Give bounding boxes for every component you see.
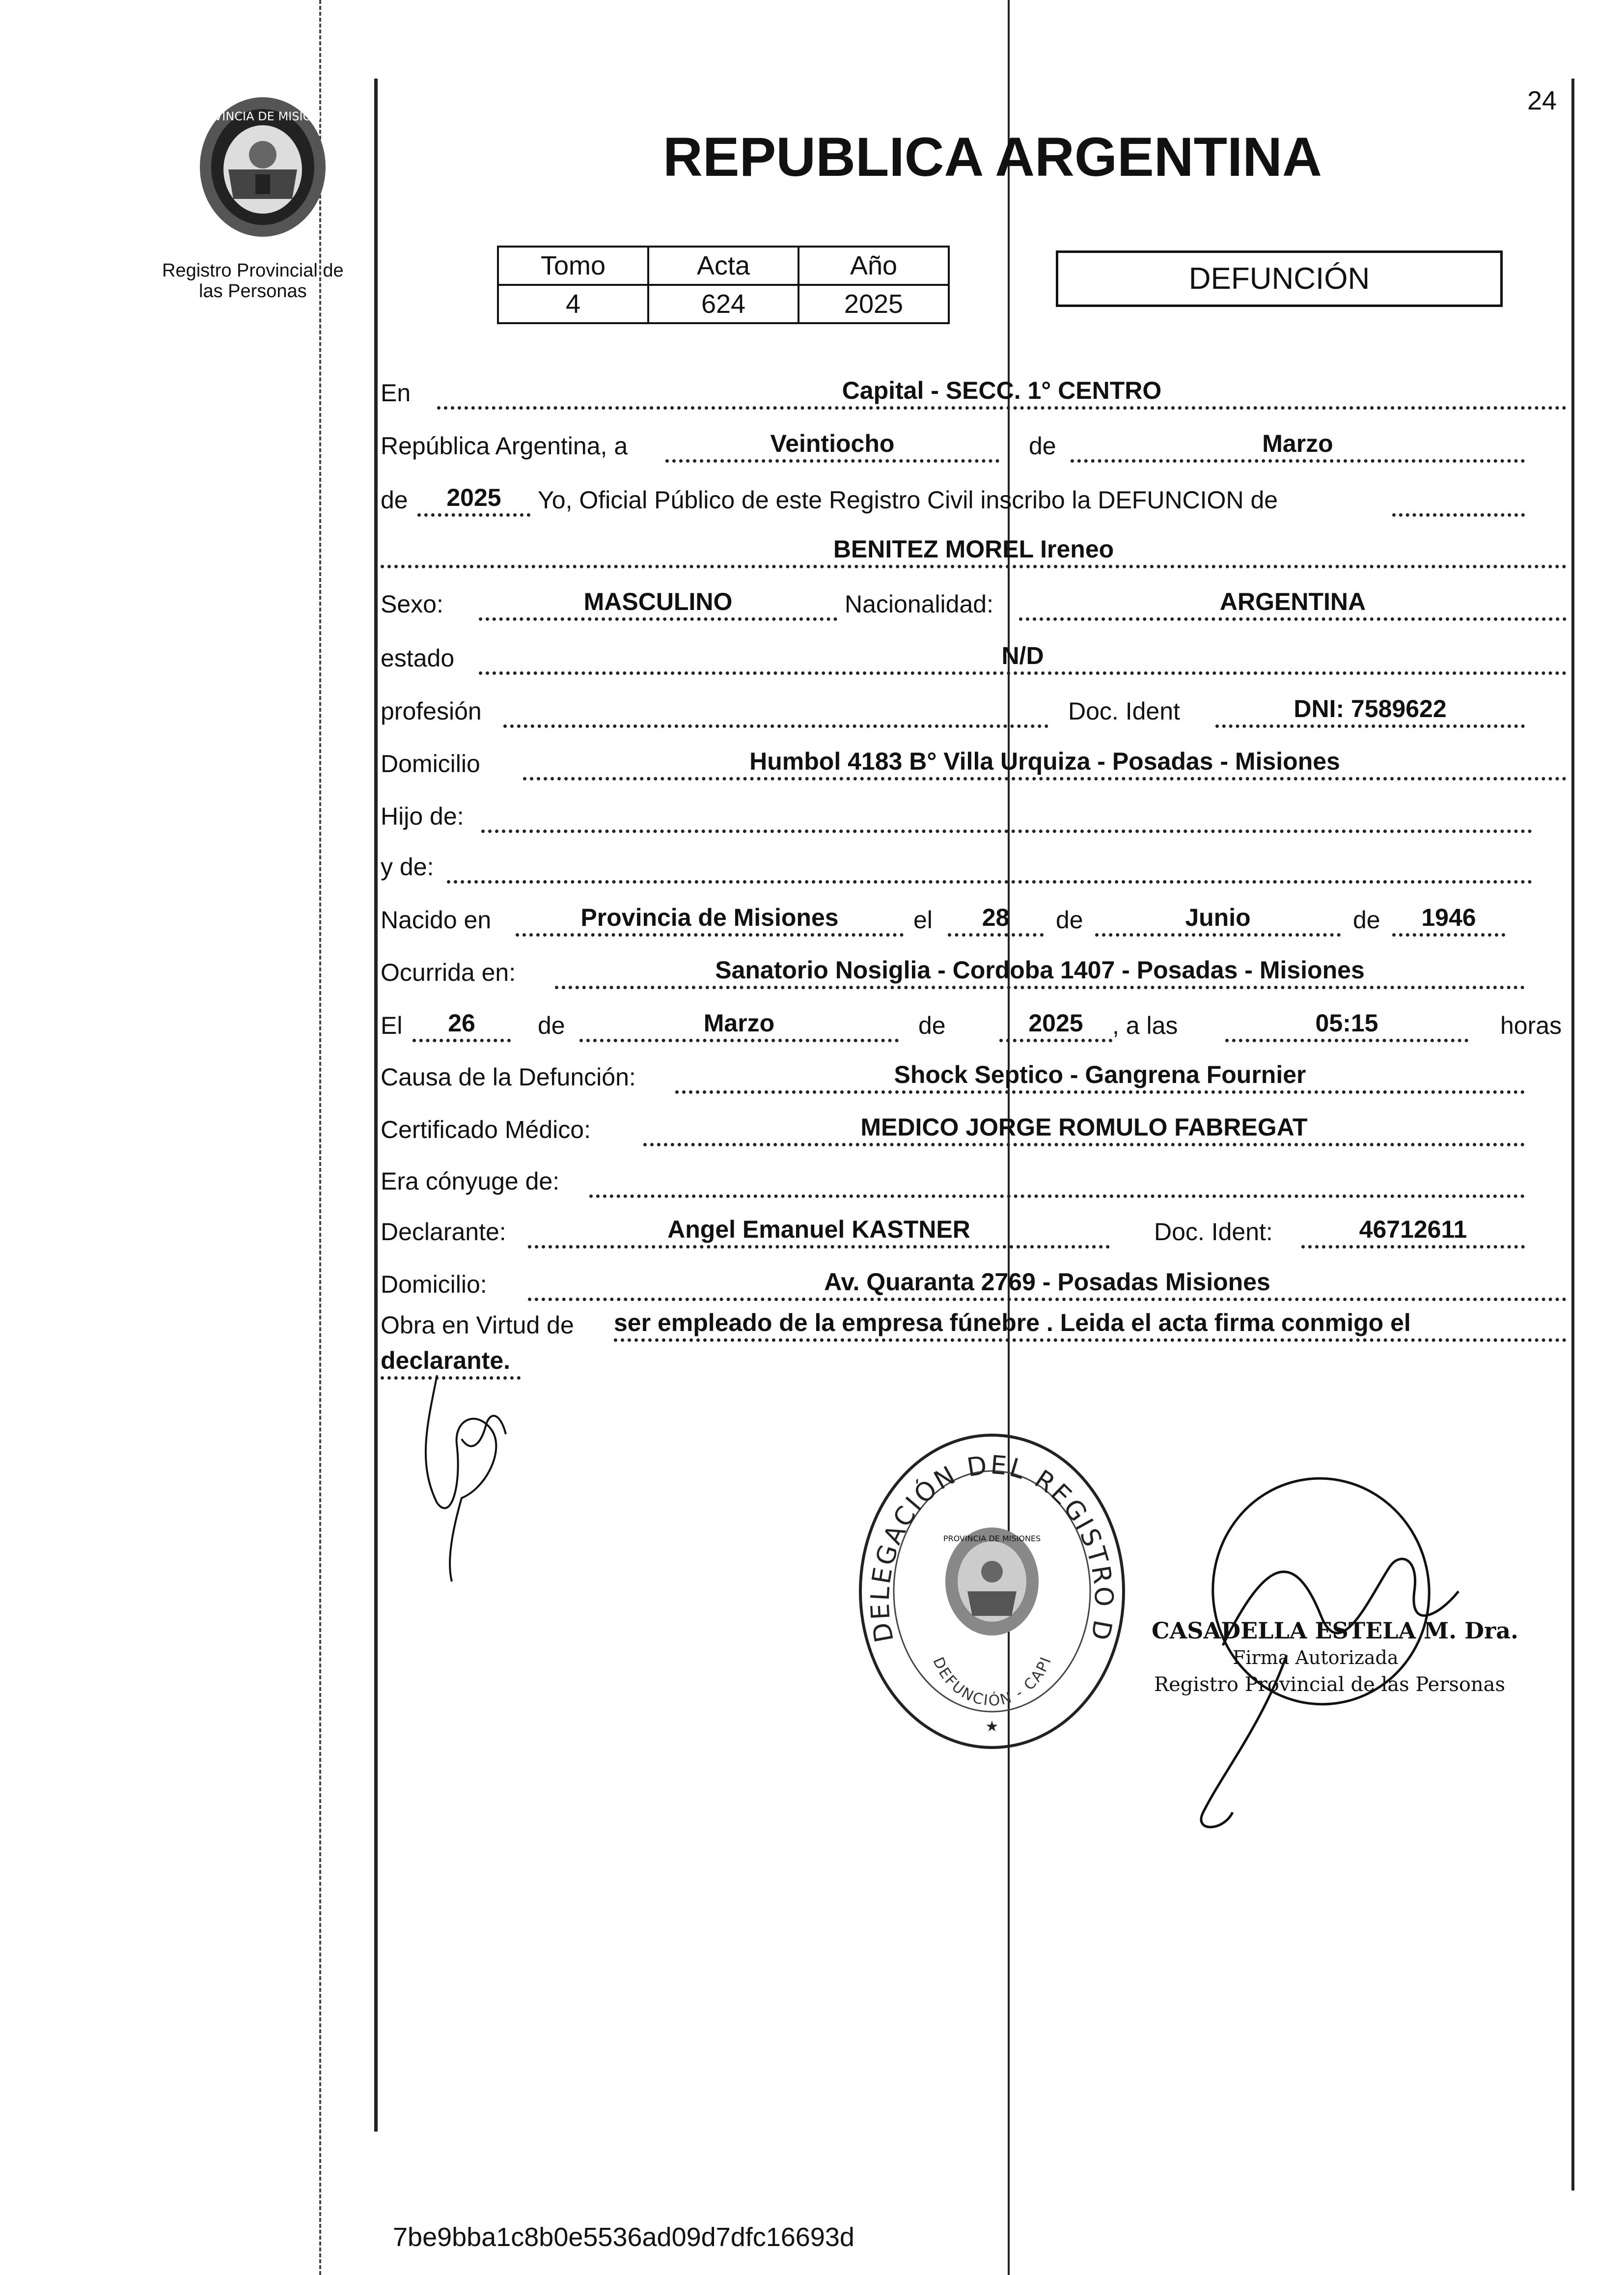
ocurrida-value: Sanatorio Nosiglia - Cordoba 1407 - Posadas - Misiones [555,955,1525,989]
certificado-label: Certificado Médico: [381,1116,591,1143]
oficial-text: Yo, Oficial Público de este Registro Civil inscribo la DEFUNCION de [538,486,1278,514]
logo-caption-1: Registro Provincial de [162,260,344,281]
death-time: 05:15 [1225,1008,1468,1042]
obra-label: Obra en Virtud de [381,1311,574,1339]
nacido-label: Nacido en [381,906,492,934]
en-value: Capital - SECC. 1° CENTRO [437,376,1567,410]
profesion-label: profesión [381,697,482,725]
reference-table [497,246,950,324]
doc-ident2-label: Doc. Ident: [1154,1218,1273,1246]
death-year: 2025 [999,1008,1112,1042]
declarante-label: Declarante: [381,1218,506,1246]
ref-value-tomo: 4 [498,285,648,323]
estado-value: N/D [479,641,1567,675]
nacido-value: Provincia de Misiones [516,903,904,937]
birth-year: 1946 [1392,903,1505,937]
registry-seal [854,1429,1129,1753]
death-el-label: El [381,1012,403,1039]
profesion-value [503,694,1048,728]
horas-label: horas [1500,1012,1562,1039]
left-margin-line [374,79,378,2132]
de2-label: de [381,486,408,514]
reference-header-row [498,247,949,285]
left-dash-line [319,0,321,2275]
sexo-label: Sexo: [381,590,443,618]
birth-el-label: el [913,906,933,934]
year-value: 2025 [417,483,530,517]
logo-caption-2: las Personas [199,281,307,302]
ref-header-tomo: Tomo [498,247,648,285]
stamp-office: Registro Provincial de las Personas [1154,1673,1506,1696]
logo-text: PROVINCIA DE MISIONES [194,110,331,123]
conyuge-label: Era cónyuge de: [381,1167,560,1195]
ref-header-anio: Año [798,247,949,285]
doc-ident-value: DNI: 7589622 [1215,694,1525,728]
province-logo [194,91,331,243]
domicilio2-value: Av. Quaranta 2769 - Posadas Misiones [528,1267,1567,1301]
death-day: 26 [413,1008,511,1042]
obra-value-1: ser empleado de la empresa fúnebre . Leida el acta firma conmigo el [614,1308,1567,1342]
svg-text:★: ★ [985,1719,999,1735]
doc-type-box [1056,250,1503,307]
ref-value-anio: 2025 [798,285,949,323]
birth-month: Junio [1095,903,1341,937]
alas-label: , a las [1112,1012,1178,1039]
declarante-value: Angel Emanuel KASTNER [528,1215,1110,1248]
day-value: Veintiocho [665,429,999,463]
causa-label: Causa de la Defunción: [381,1063,636,1091]
month-value: Marzo [1071,429,1525,463]
death-de2-label: de [918,1012,946,1039]
stamp-role: Firma Autorizada [1233,1647,1399,1668]
death-de1-label: de [538,1012,565,1039]
birth-de2-label: de [1353,906,1380,934]
en-label: En [381,379,411,407]
hijo-label: Hijo de: [381,803,464,830]
yde-value [447,850,1532,884]
stamp-name: CASADELLA ESTELA M. Dra. [1152,1617,1519,1644]
domicilio-value: Humbol 4183 B° Villa Urquiza - Posadas - Misiones [523,747,1567,780]
death-month: Marzo [579,1008,899,1042]
obra-value-2: declarante. [381,1346,521,1380]
declarant-signature [408,1365,530,1591]
oficial-trailing-line [1392,483,1525,517]
seal-center-text: PROVINCIA DE MISIONES [943,1534,1041,1543]
deceased-name: BENITEZ MOREL Ireneo [381,534,1567,568]
yde-label: y de: [381,853,434,881]
republica-label: República Argentina, a [381,432,628,460]
hijo-value [481,799,1532,833]
estado-label: estado [381,644,455,672]
conyuge-value [589,1164,1525,1198]
document-title: REPUBLICA ARGENTINA [663,126,1322,188]
page-number: 24 [1527,86,1557,115]
domicilio-label: Domicilio [381,750,480,777]
document-hash: 7be9bba1c8b0e5536ad09d7dfc16693d [393,2222,854,2252]
ref-value-acta: 624 [648,285,798,323]
sexo-value: MASCULINO [479,587,837,621]
seal-inner-text: DEFUNCIÓN - CAPI [929,1654,1055,1710]
reference-value-row [498,285,949,323]
doc-type-label: DEFUNCIÓN [1188,262,1370,296]
causa-value: Shock Septico - Gangrena Fournier [675,1060,1525,1094]
ref-header-acta: Acta [648,247,798,285]
domicilio2-label: Domicilio: [381,1271,487,1298]
doc-ident2-value: 46712611 [1301,1215,1525,1248]
certificado-value: MEDICO JORGE ROMULO FABREGAT [643,1112,1525,1146]
seal-outer-text: DELEGACIÓN DEL REGISTRO D [865,1450,1119,1645]
nacionalidad-value: ARGENTINA [1019,587,1567,621]
de-label: de [1029,432,1056,460]
birth-day: 28 [948,903,1044,937]
ocurrida-label: Ocurrida en: [381,959,516,986]
doc-ident-label: Doc. Ident [1068,697,1180,725]
birth-de1-label: de [1056,906,1083,934]
right-margin-line [1571,79,1574,2191]
nacionalidad-label: Nacionalidad: [845,590,993,618]
